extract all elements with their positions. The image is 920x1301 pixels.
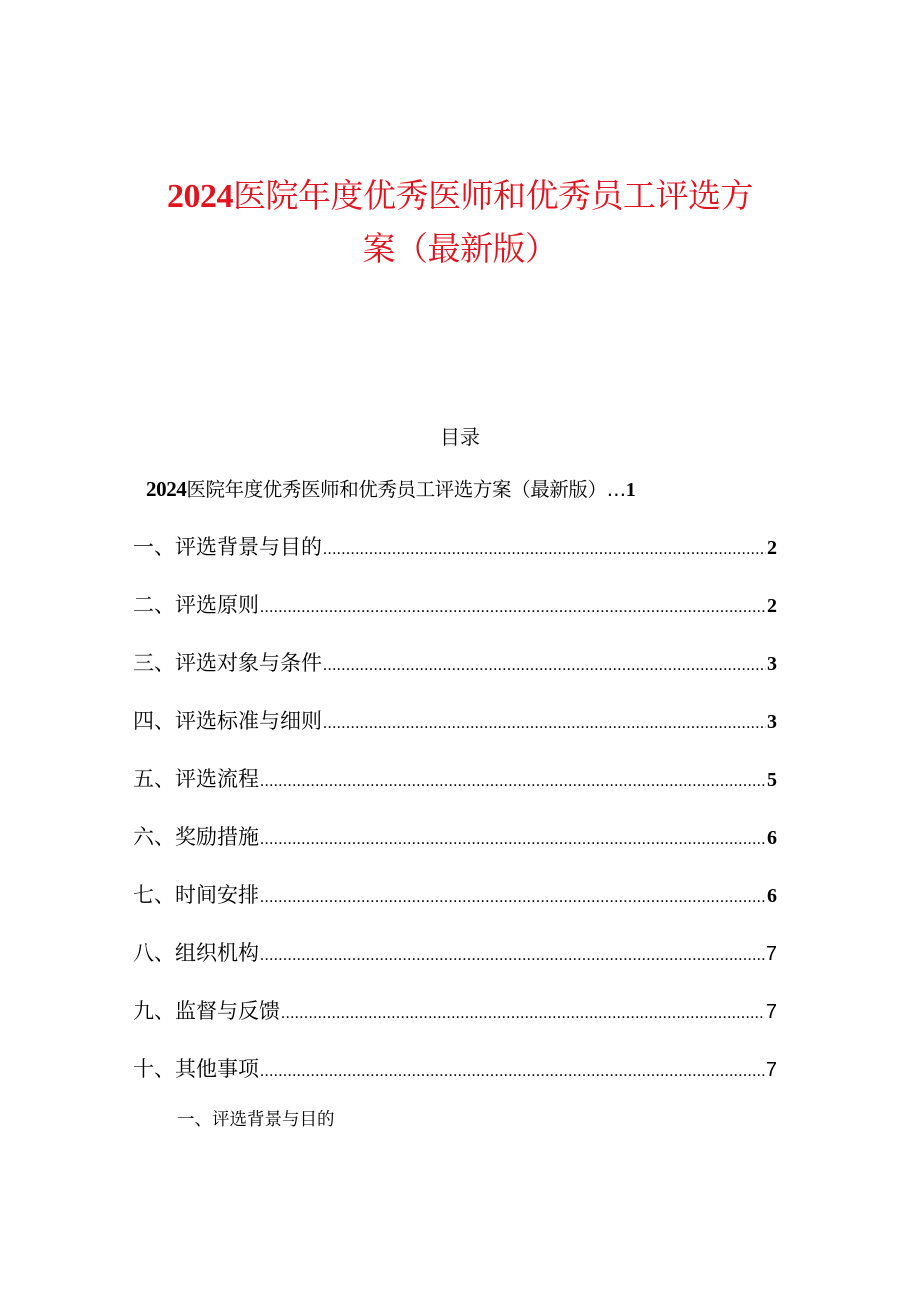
- toc-entry[interactable]: [133, 648, 777, 706]
- toc-entry-page: 7: [765, 1059, 777, 1081]
- toc-entry-page: 3: [767, 711, 777, 733]
- toc-leader-dots: [260, 1063, 765, 1081]
- toc-leader-dots: [260, 599, 766, 617]
- toc-entry[interactable]: [133, 880, 777, 938]
- title-text-1: 医院年度优秀医师和优秀员工评选方: [233, 176, 753, 216]
- toc-entry-label: 六、奖励措施: [133, 825, 259, 849]
- toc-heading: 目录: [440, 425, 480, 449]
- toc-entry-label: 三、评选对象与条件: [133, 651, 322, 675]
- toc-entry-page: 6: [767, 885, 777, 907]
- toc-entry-label: 二、评选原则: [133, 593, 259, 617]
- toc-entry-label: 八、组织机构: [133, 941, 259, 965]
- toc-entry-label: 九、监督与反馈: [133, 999, 280, 1023]
- toc-entry-page: 6: [767, 827, 777, 849]
- toc-entry[interactable]: [133, 996, 777, 1054]
- toc-leader-dots: [260, 947, 765, 965]
- toc-leader-dots: [281, 1005, 765, 1023]
- document-title-line-2: 案（最新版）: [362, 229, 558, 269]
- toc-entry-label: 一、评选背景与目的: [133, 535, 322, 559]
- toc-entry-label: 十、其他事项: [133, 1057, 259, 1081]
- toc-entry-page: 2: [767, 595, 777, 617]
- toc-leader-dots: [323, 715, 766, 733]
- document-title-line-1: [100, 170, 820, 223]
- section-heading: 一、评选背景与目的: [177, 1110, 335, 1130]
- toc-entry-page: 2: [767, 537, 777, 559]
- toc-entry[interactable]: [133, 590, 777, 648]
- toc-entry[interactable]: [133, 822, 777, 880]
- toc-entry-year: 2024: [146, 477, 187, 501]
- toc-leader-dots: [260, 831, 766, 849]
- toc-leader-dots: [260, 773, 766, 791]
- toc-entry[interactable]: [133, 938, 777, 996]
- toc-entry[interactable]: [133, 532, 777, 590]
- document-title: [100, 170, 820, 275]
- title-year: 2024: [167, 178, 233, 216]
- toc-entry[interactable]: [133, 1054, 777, 1112]
- toc-entry-label: 五、评选流程: [133, 767, 259, 791]
- toc-entry-title[interactable]: [133, 474, 777, 532]
- toc-entry-page: 5: [767, 769, 777, 791]
- toc-entry-label: 七、时间安排: [133, 883, 259, 907]
- toc-entry-page: 7: [765, 943, 777, 965]
- toc-entry-page: 1: [625, 479, 636, 501]
- toc-entry-page: 7: [765, 1001, 777, 1023]
- toc-entry-label: 四、评选标准与细则: [133, 709, 322, 733]
- toc-leader-dots: [323, 657, 766, 675]
- toc-leader-dots: [260, 889, 766, 907]
- toc-entry[interactable]: [133, 764, 777, 822]
- toc-entry-page: 3: [767, 653, 777, 675]
- table-of-contents: [133, 474, 777, 1112]
- toc-entry-title-text: 医院年度优秀医师和优秀员工评选方案（最新版）…: [186, 478, 626, 501]
- toc-leader-dots: [323, 541, 766, 559]
- toc-entry-label: [133, 474, 626, 505]
- toc-entry[interactable]: [133, 706, 777, 764]
